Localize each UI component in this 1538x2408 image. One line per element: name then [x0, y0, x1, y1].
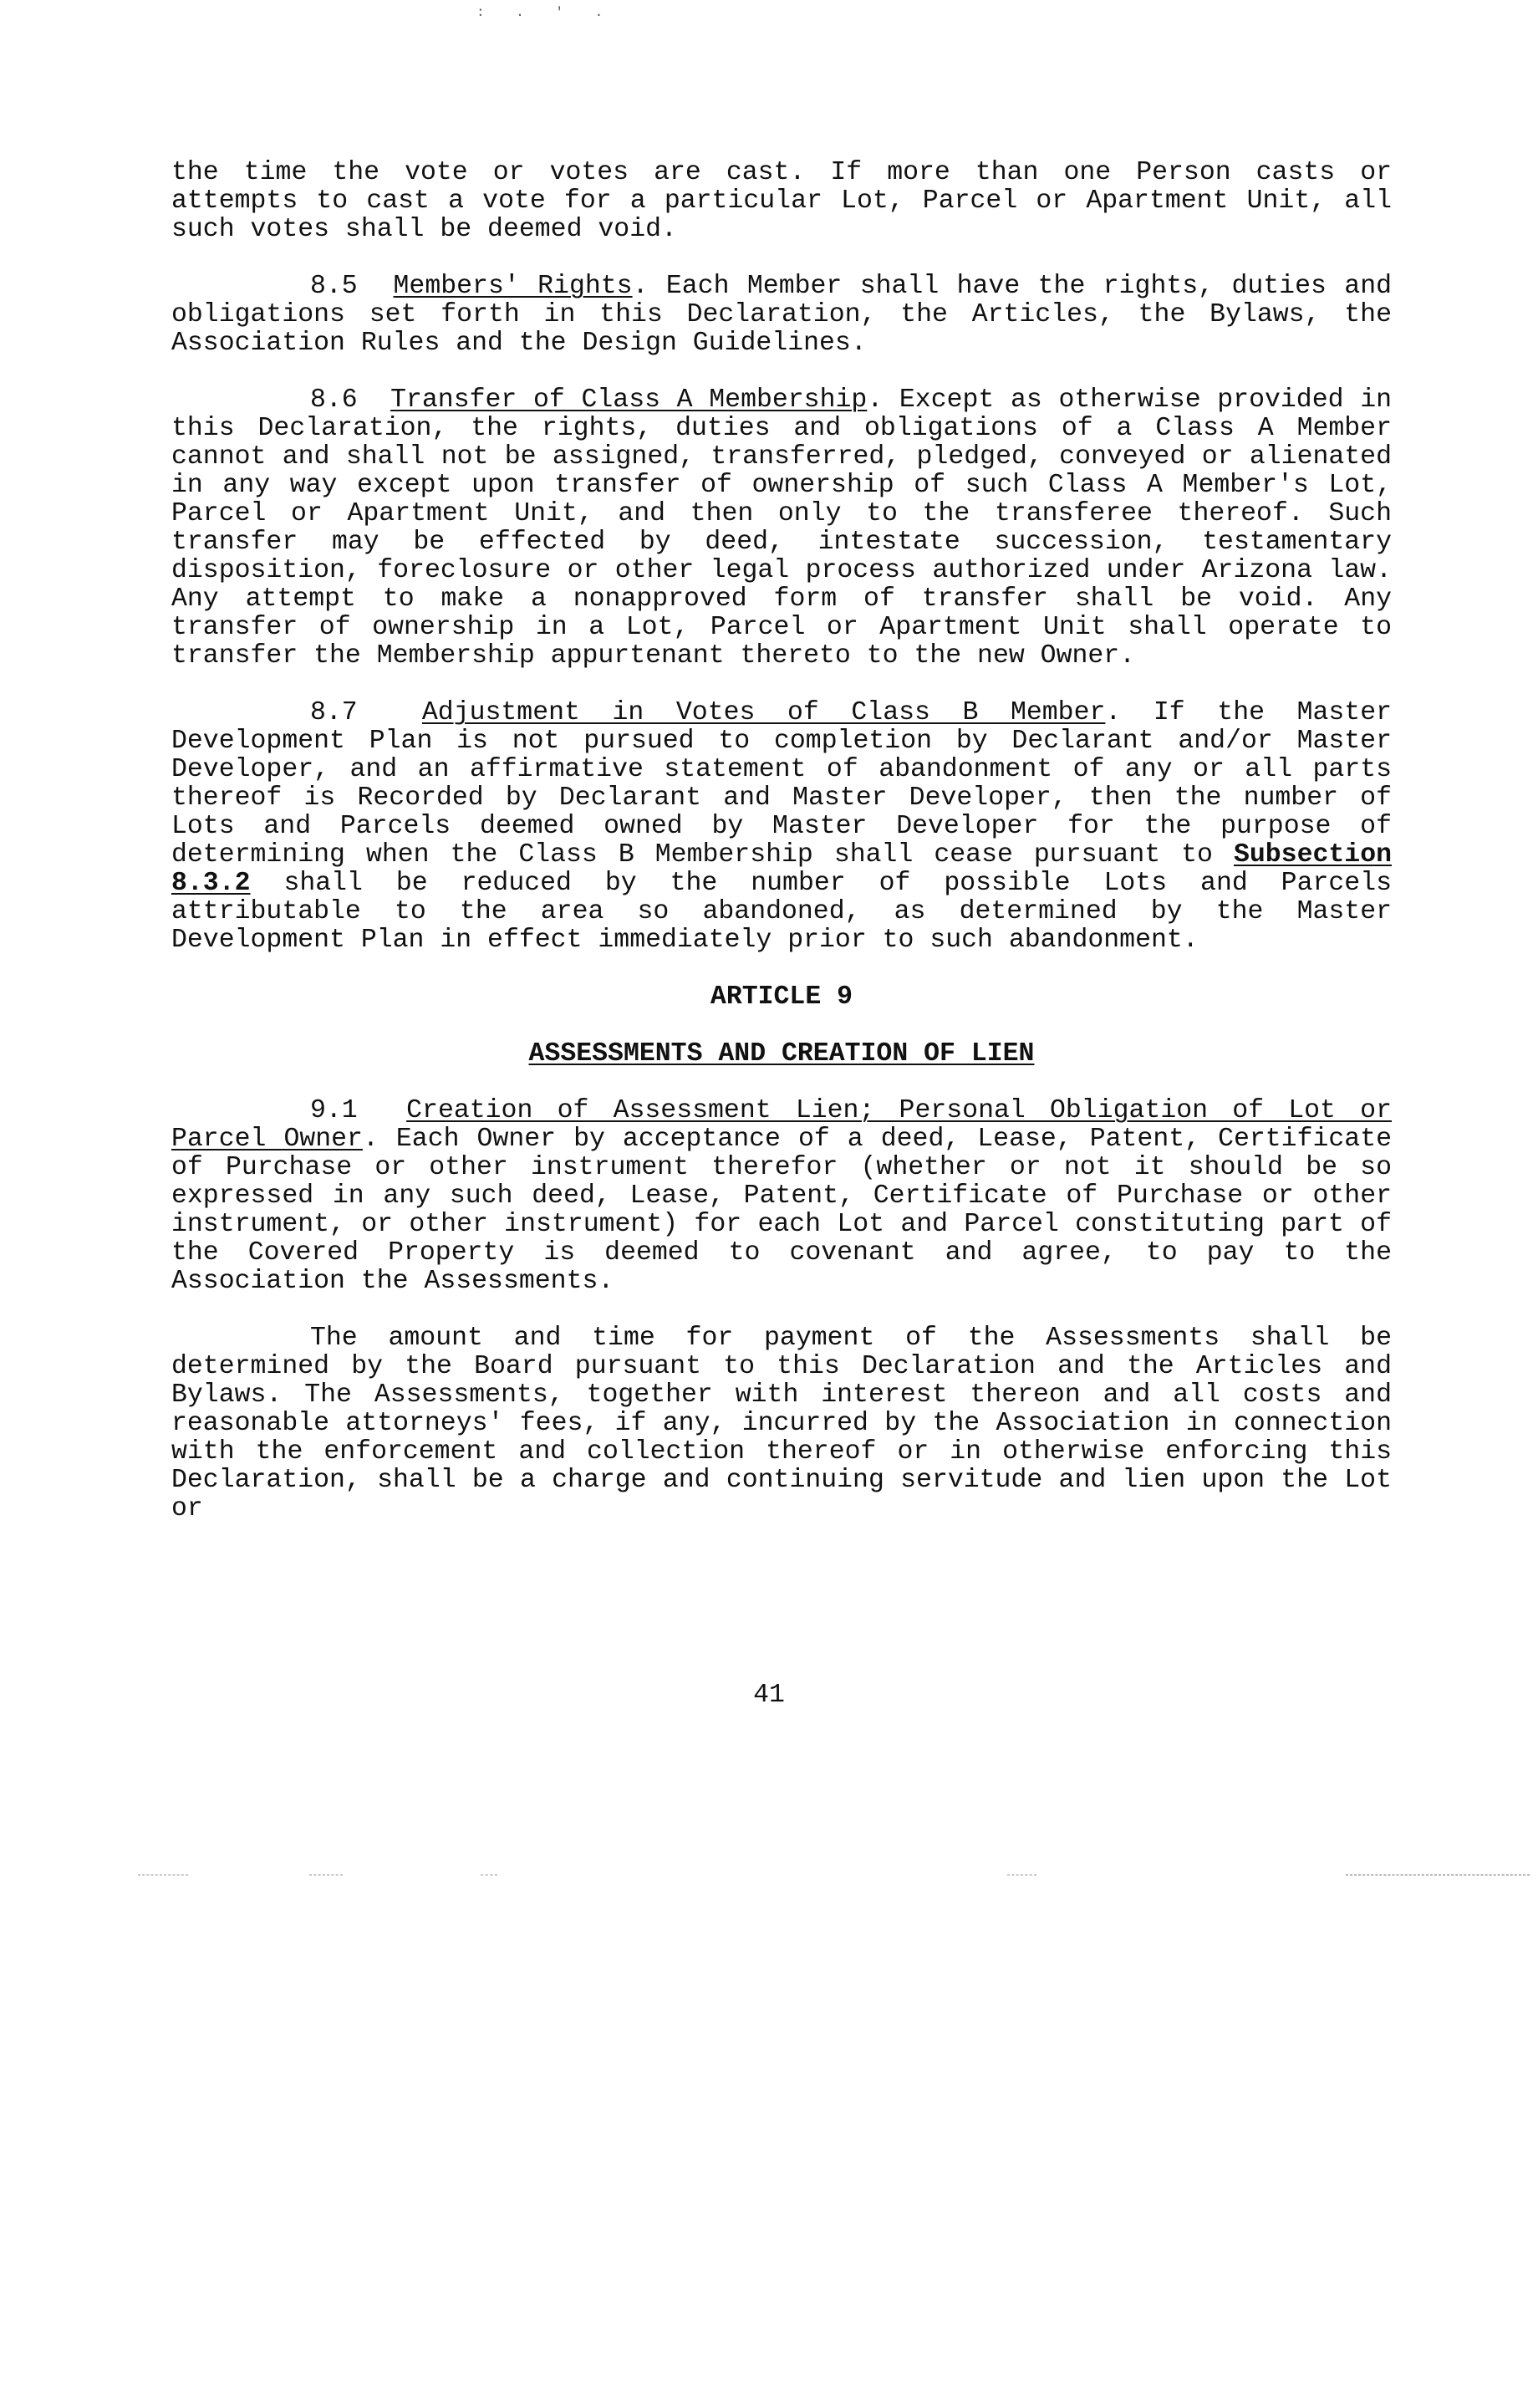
section-8-6: [171, 386, 1392, 671]
section-number: 8.5: [310, 272, 358, 301]
section-heading: Transfer of Class A Membership: [390, 385, 868, 415]
section-body: . Each Member shall have the rights, duties and obligations set forth in this Declaration, the Articles, the Bylaws, the Association Rules and the Design Guidelines.: [171, 272, 1392, 358]
article-title: ARTICLE 9: [710, 982, 853, 1012]
article-subtitle: ASSESSMENTS AND CREATION OF LIEN: [528, 1039, 1035, 1069]
section-9-1: [171, 1097, 1392, 1296]
section-8-7: [171, 699, 1392, 955]
section-number: 8.7: [310, 698, 358, 727]
section-body-continued: shall be reduced by the number of possible Lots and Parcels attributable to the area so abandoned, as determined by the Master Development Plan in effect immediately prior to such abandonment.: [171, 869, 1392, 955]
section-heading: Adjustment in Votes of Class B Member: [421, 698, 1106, 727]
scan-specks: : . ' .: [476, 5, 615, 20]
page-number: 41: [753, 1681, 785, 1710]
section-number: 8.6: [310, 385, 358, 415]
section-heading: Members' Rights: [393, 272, 633, 301]
paragraph-assessment-amount: The amount and time for payment of the Assessments shall be determined by the Board pursuant to this Declaration and the Articles and Bylaws. The Assessments, together with interest thereon and all costs and reasonable attorneys' fees, if any, incurred by the Association in connection with the enforcement and collection thereof or in otherwise enforcing this Declaration, shall be a charge and continuing servitude and lien upon the Lot or: [171, 1324, 1392, 1523]
section-8-5: [171, 273, 1392, 358]
section-body: . If the Master Development Plan is not pursued to completion by Declarant and/or Master Developer, and an affirmative statement of abandonment of any or all parts thereof is Recorded by Declarant and Master Developer, then the number of Lots and Parcels deemed owned by Master Developer for the purpose of determining when the Class B Membership shall cease pursuant to: [171, 698, 1392, 870]
section-heading: Creation of Assessment Lien; Personal Obligation of Lot or Parcel Owner: [171, 1096, 1392, 1154]
paragraph-vote-continuation: the time the vote or votes are cast. If more than one Person casts or attempts to cast a vote for a particular Lot, Parcel or Apartment Unit, all such votes shall be deemed void.: [171, 158, 1392, 244]
section-body: . Each Owner by acceptance of a deed, Lease, Patent, Certificate of Purchase or other instrument therefor (whether or not it should be so expressed in any such deed, Lease, Patent, Certificate of Purchase or other instrument, or other instrument) for each Lot and Parcel constituting part of the Covered Property is deemed to covenant and agree, to pay to the Association the Assessments.: [171, 1125, 1393, 1296]
section-body: . Except as otherwise provided in this Declaration, the rights, duties and obligations of a Class A Member cannot and shall not be assigned, transferred, pledged, conveyed or alienated in any way except upon transfer of ownership of such Class A Member's Lot, Parcel or Apartment Unit, and then only to the transferee thereof. Such transfer may be effected by deed, intestate succession, testamentary disposition, foreclosure or other legal process authorized under Arizona law. Any attempt to make a nonapproved form of transfer shall be void. Any transfer of ownership in a Lot, Parcel or Apartment Unit shall operate to transfer the Membership appurtenant thereto to the new Owner.: [171, 385, 1393, 671]
subsection-reference: Subsection 8.3.2: [171, 840, 1392, 898]
section-number: 9.1: [310, 1096, 358, 1125]
document-body: [171, 159, 1392, 1552]
